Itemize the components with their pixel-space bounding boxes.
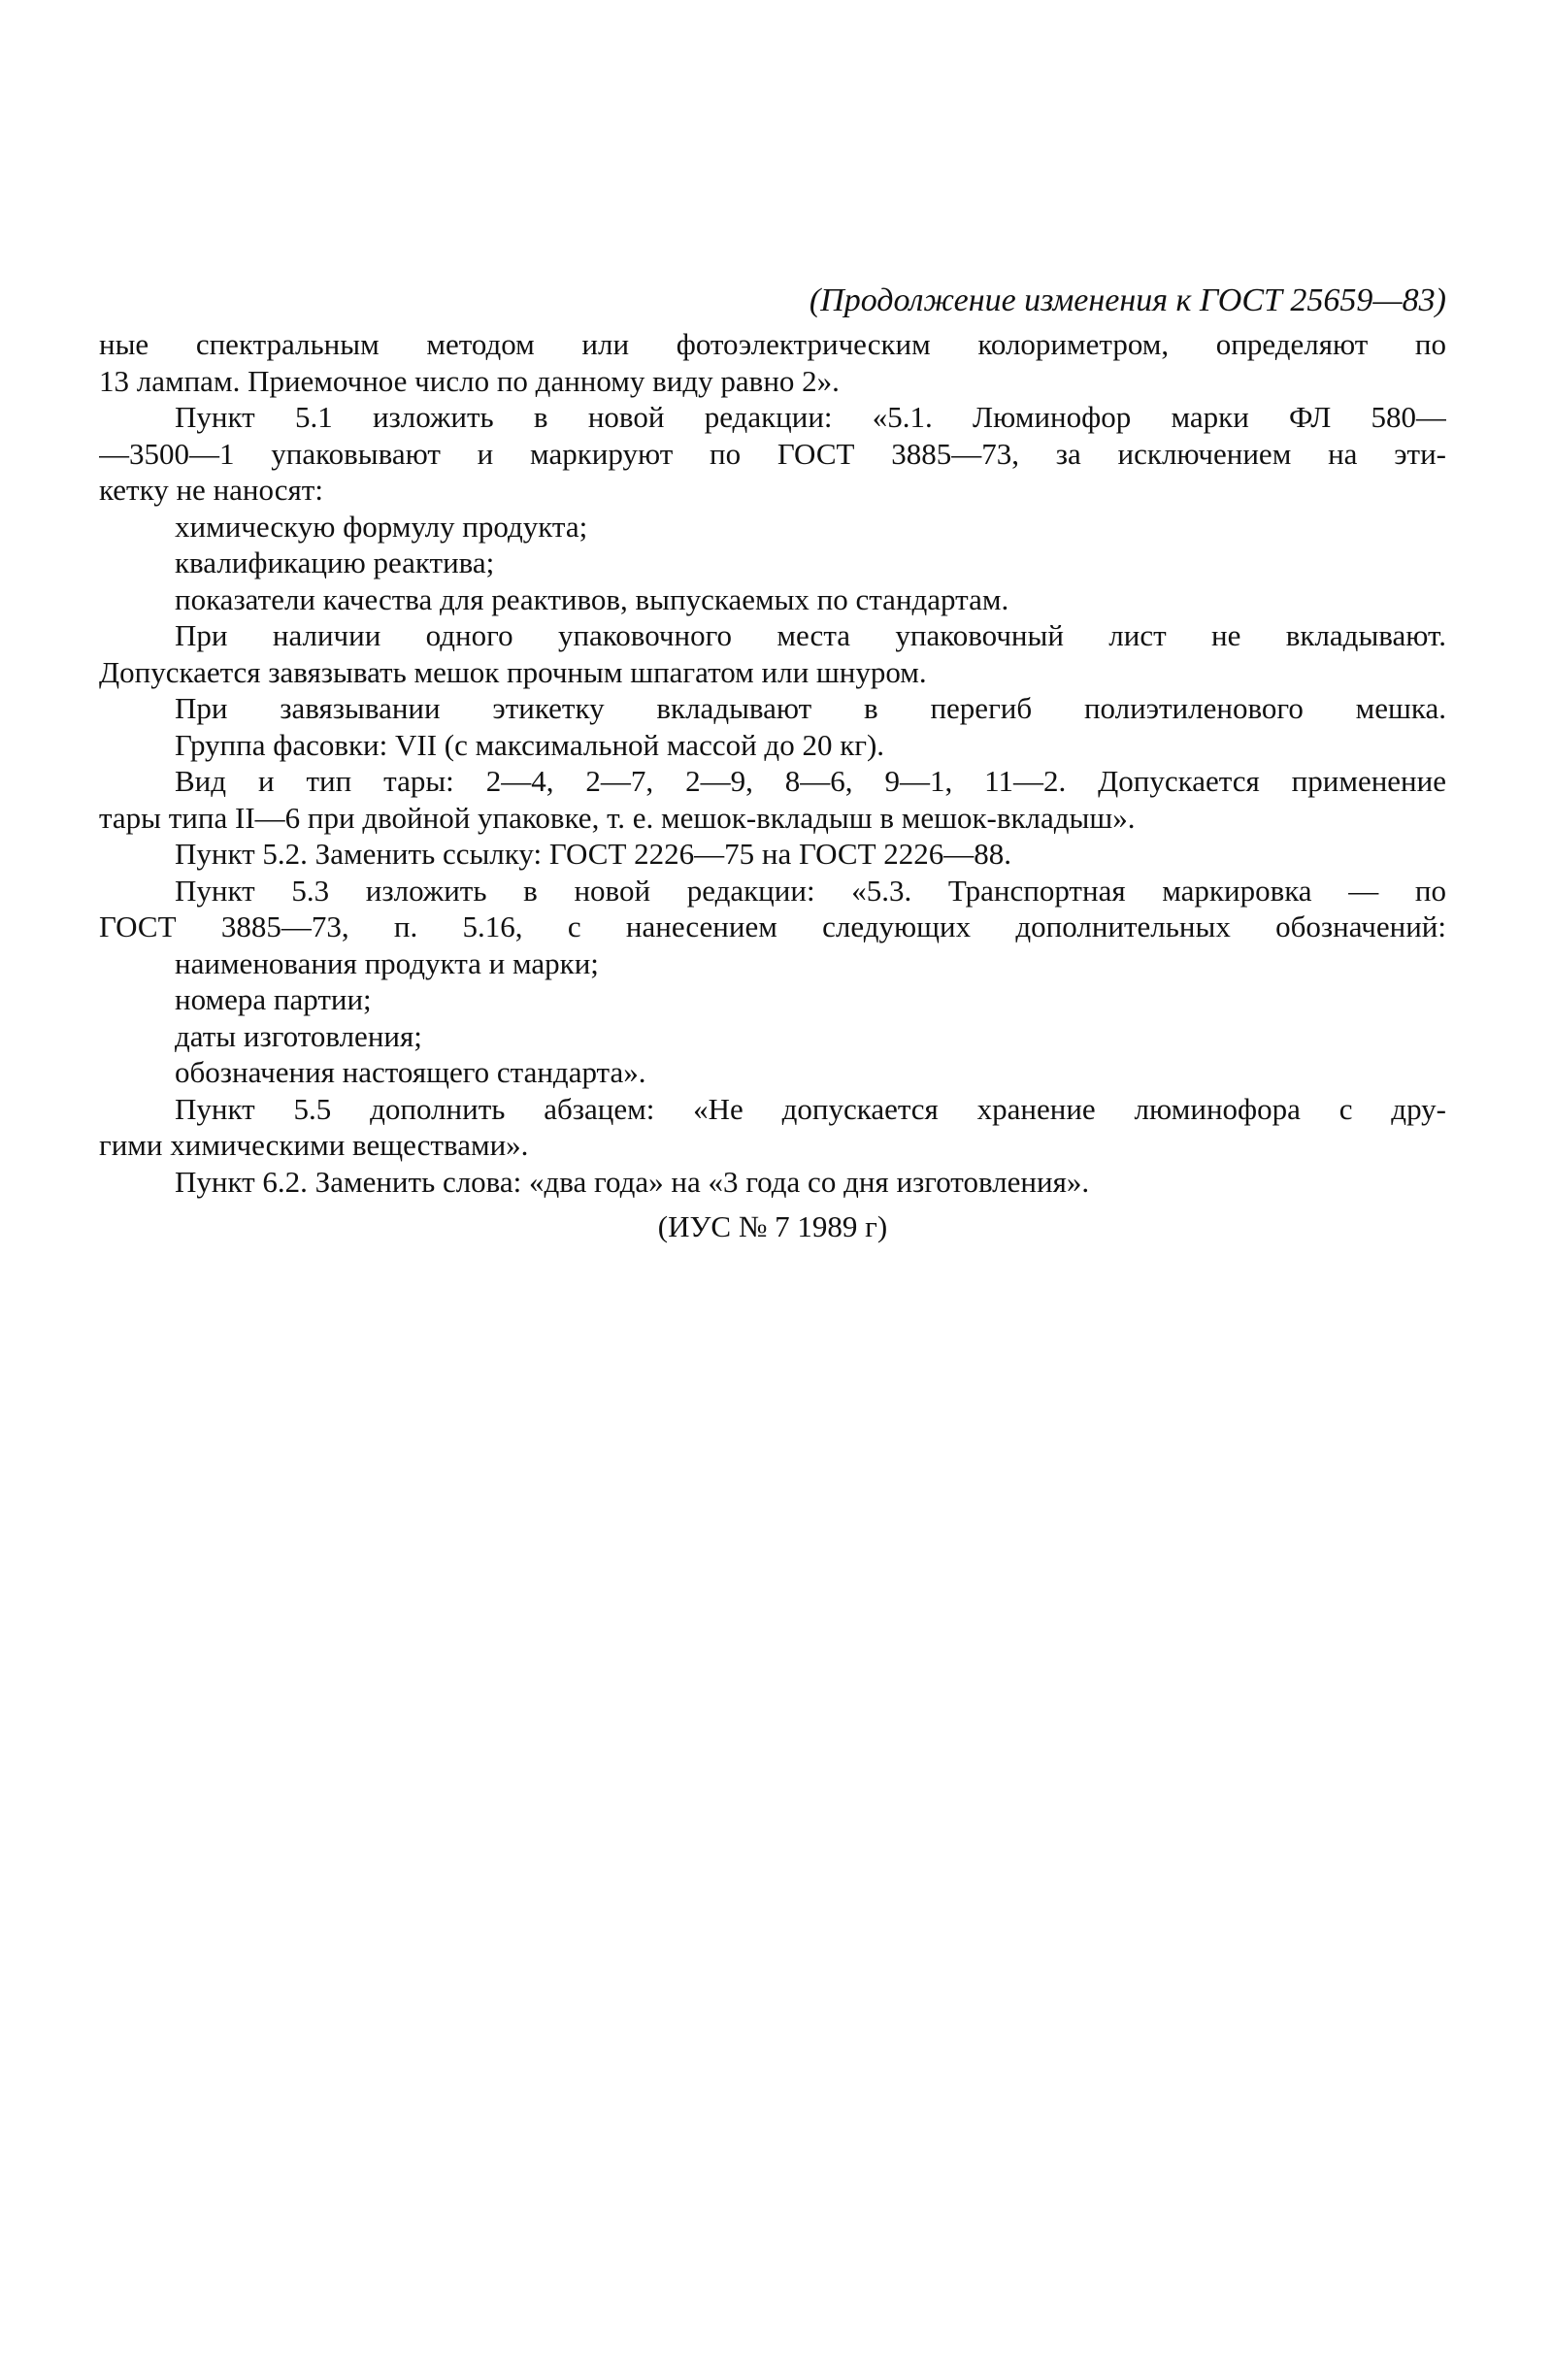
text-line: показатели качества для реактивов, выпускаемых по стандартам. xyxy=(175,581,1009,616)
text-line: Допускается завязывать мешок прочным шпагатом или шнуром. xyxy=(99,654,927,689)
text-line: обозначения настоящего стандарта». xyxy=(175,1055,646,1089)
text-line: —3500—1 упаковывают и маркируют по ГОСТ 3885—73, за исключением на эти- xyxy=(99,436,1446,471)
text-line: Группа фасовки: VII (с максимальной массой до 20 кг). xyxy=(175,727,885,762)
document-body xyxy=(99,280,1446,1246)
text-line: кетку не наносят: xyxy=(99,473,323,507)
text-line: 13 лампам. Приемочное число по данному виду равно 2». xyxy=(99,363,840,398)
text-line: ГОСТ 3885—73, п. 5.16, с нанесением следующих дополнительных обозначений: xyxy=(99,909,1446,943)
text-line: Пункт 6.2. Заменить слова: «два года» на «3 года со дня изготовления». xyxy=(175,1164,1090,1199)
text-line: квалификацию реактива; xyxy=(175,545,495,579)
text-line: тары типа II—6 при двойной упаковке, т. е. мешок-вкладыш в мешок-вкладыш». xyxy=(99,800,1136,835)
text-line: При наличии одного упаковочного места упаковочный лист не вкладывают. xyxy=(175,618,1446,652)
text-line: Пункт 5.5 дополнить абзацем: «Не допускается хранение люминофора с дру- xyxy=(175,1091,1446,1126)
text-line: химическую формулу продукта; xyxy=(175,509,588,544)
text-line: Пункт 5.1 изложить в новой редакции: «5.1. Люминофор марки ФЛ 580— xyxy=(175,400,1446,434)
continuation-header: (Продолжение изменения к ГОСТ 25659—83) xyxy=(809,282,1446,318)
text-line: гими химическими веществами». xyxy=(99,1128,529,1162)
text-line: Пункт 5.3 изложить в новой редакции: «5.3. Транспортная маркировка — по xyxy=(175,873,1446,908)
text-line: даты изготовления; xyxy=(175,1018,422,1053)
source-footer: (ИУС № 7 1989 г) xyxy=(657,1209,888,1243)
text-line: Пункт 5.2. Заменить ссылку: ГОСТ 2226—75 на ГОСТ 2226—88. xyxy=(175,837,1012,871)
text-line: наименования продукта и марки; xyxy=(175,945,599,980)
text-line: Вид и тип тары: 2—4, 2—7, 2—9, 8—6, 9—1, 11—2. Допускается применение xyxy=(175,764,1446,798)
text-line: ные спектральным методом или фотоэлектрическим колориметром, определяют по xyxy=(99,327,1446,361)
text-lines xyxy=(99,326,1446,1200)
text-line: При завязывании этикетку вкладывают в перегиб полиэтиленового мешка. xyxy=(175,691,1446,725)
text-line: номера партии; xyxy=(175,982,372,1016)
